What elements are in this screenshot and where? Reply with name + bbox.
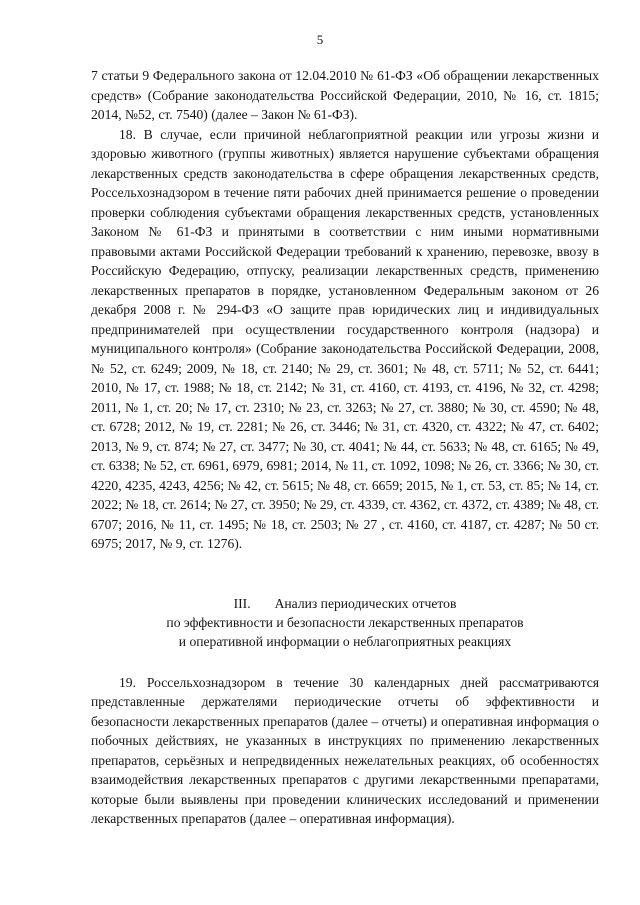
- section-title-line-1: Анализ периодических отчетов: [274, 595, 457, 611]
- section-title-line-2: по эффективности и безопасности лекарственных препаратов: [166, 614, 524, 630]
- page-number: 5: [316, 32, 324, 47]
- paragraph-continuation: 7 статьи 9 Федерального закона от 12.04.2010 № 61-ФЗ «Об обращении лекарственных средств» (Собрание законодательства Российской Федерации, 2010, № 16, ст. 1815; 2014, №52, ст. 7540) (далее – Закон № 61-ФЗ).: [91, 68, 599, 122]
- paragraph-18: 18. В случае, если причиной неблагоприятной реакции или угрозы жизни и здоровью животного (группы животных) является нарушение субъектами обращения лекарственных средств законодательства в сфере обращения лекарственных средств, Россельхознадзором в течение пяти рабочих дней принимается решение о проведении проверки соблюдения субъектами обращения лекарственных средств, установленных Законом № 61-ФЗ и принятыми в соответствии с ним иными нормативными правовыми актами Российской Федерации требований к хранению, перевозке, ввозу в Российскую Федерацию, отпуску, реализации лекарственных средств, применению лекарственных препаратов в порядке, установленном Федеральным законом от 26 декабря 2008 г. № 294-ФЗ «О защите прав юридических лиц и индивидуальных предпринимателей при осуществлении государственного контроля (надзора) и муниципального контроля» (Собрание законодательства Российской Федерации, 2008, № 52, ст. 6249; 2009, № 18, ст. 2140; № 29, ст. 3601; № 48, ст. 5711; № 52, ст. 6441; 2010, № 17, ст. 1988; № 18, ст. 2142; № 31, ст. 4160, ст. 4193, ст. 4196, № 32, ст. 4298; 2011, № 1, ст. 20; № 17, ст. 2310; № 23, ст. 3263; № 27, ст. 3880; № 30, ст. 4590; № 48, ст. 6728; 2012, № 19, ст. 2281; № 26, ст. 3446; № 31, ст. 4320, ст. 4322; № 47, ст. 6402; 2013, № 9, ст. 874; № 27, ст. 3477; № 30, ст. 4041; № 44, ст. 5633; № 48, ст. 6165; № 49, ст. 6338; № 52, ст. 6961, 6979, 6981; 2014, № 11, ст. 1092, 1098; № 26, ст. 3366; № 30, ст. 4220, 4235, 4243, 4256; № 42, ст. 5615; № 48, ст. 6659; 2015, № 1, ст. 53, ст. 85; № 14, ст. 2022; № 18, ст. 2614; № 27, ст. 3950; № 29, ст. 4339, ст. 4362, ст. 4372, ст. 4389; № 48, ст. 6707; 2016, № 11, ст. 1495; № 18, ст. 2503; № 27 , ст. 4160, ст. 4187, ст. 4287; № 50 ст. 6975; 2017, № 9, ст. 1276).: [91, 126, 599, 551]
- section-numeral: III.: [233, 595, 251, 611]
- section-heading: [91, 594, 599, 651]
- section-title-line-3: и оперативной информации о неблагоприятных реакциях: [178, 633, 512, 649]
- document-body: [91, 66, 599, 829]
- section-heading-line-1: [91, 594, 599, 613]
- paragraph-19: 19. Россельхознадзором в течение 30 календарных дней рассматриваются представленные держателями периодические отчеты об эффективности и безопасности лекарственных препаратов (далее – отчеты) и оперативная информация о побочных действиях, не указанных в инструкциях по применению лекарственных препаратов, серьёзных и непредвиденных нежелательных реакциях, об особенностях взаимодействия лекарственных препаратов с другими лекарственными препаратами, которые были выявлены при проведении клинических исследований и применении лекарственных препаратов (далее – оперативная информация).: [91, 674, 599, 826]
